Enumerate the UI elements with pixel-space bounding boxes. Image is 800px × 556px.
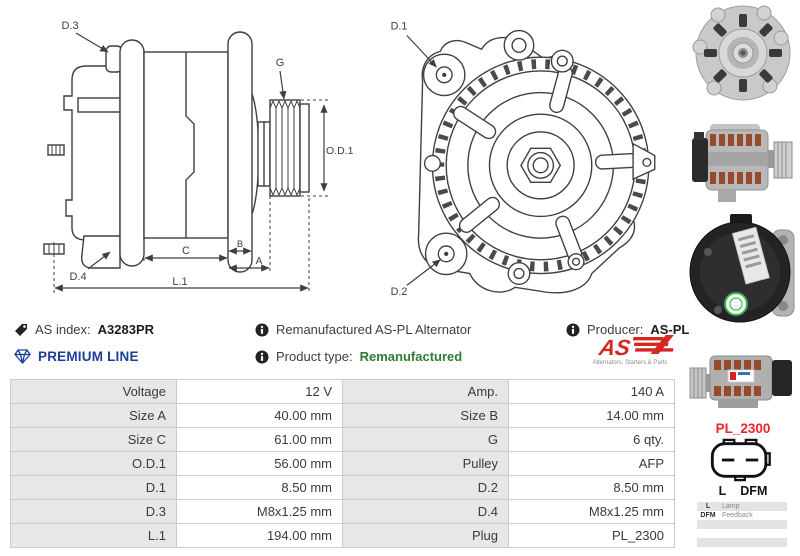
product-type-label: Product type: — [276, 349, 353, 364]
spec-label: D.3 — [11, 500, 177, 524]
label-c: C — [182, 245, 190, 257]
spec-value: 6 qty. — [509, 428, 675, 452]
spec-row — [11, 380, 675, 404]
plug-pin-left: L — [718, 484, 727, 498]
pin-row — [697, 502, 787, 511]
logo-text: AS — [597, 335, 633, 360]
green-sticker — [725, 293, 747, 315]
label-d3: D.3 — [61, 20, 79, 32]
pin-name — [697, 529, 719, 538]
spec-value: 8.50 mm — [509, 476, 675, 500]
spec-label: D.2 — [343, 476, 509, 500]
plug-code: PL_2300 — [715, 421, 771, 436]
front-diagram-labels — [391, 21, 408, 299]
spec-value: 8.50 mm — [177, 476, 343, 500]
photo-side-right-illustration — [688, 108, 798, 208]
spec-row — [11, 476, 675, 500]
spec-label: Amp. — [343, 380, 509, 404]
pin-row — [697, 529, 787, 538]
pin-name — [697, 538, 719, 547]
premium-line-label: PREMIUM LINE — [38, 349, 139, 364]
bracket-front — [228, 32, 252, 272]
spec-table — [10, 379, 675, 548]
pin-desc — [719, 538, 787, 547]
spec-label: Size A — [11, 404, 177, 428]
tag-icon — [14, 323, 28, 337]
alternator-front-diagram — [372, 6, 664, 306]
diamond-icon — [14, 349, 31, 364]
product-photo-side-right[interactable] — [688, 108, 798, 208]
description-row — [255, 322, 471, 337]
spec-label: D.1 — [11, 476, 177, 500]
product-photo-rear[interactable] — [688, 212, 798, 338]
label-b: B — [236, 239, 244, 250]
producer-label: Producer: — [587, 322, 644, 337]
label-d1: D.1 — [390, 20, 408, 33]
spec-value: 194.00 mm — [177, 524, 343, 548]
spec-label: G — [343, 428, 509, 452]
spec-value: M8x1.25 mm — [177, 500, 343, 524]
premium-line-row — [14, 349, 139, 364]
product-type-row — [255, 349, 462, 364]
spec-value: 61.00 mm — [177, 428, 343, 452]
spec-label: Size B — [343, 404, 509, 428]
spec-value: M8x1.25 mm — [509, 500, 675, 524]
pin-desc: Feedback — [722, 512, 753, 519]
info-icon — [255, 350, 269, 364]
pin-row — [697, 538, 787, 547]
spec-label: Size C — [11, 428, 177, 452]
spec-value: 12 V — [177, 380, 343, 404]
label-od1: O.D.1 — [326, 145, 354, 157]
plug-diagram — [710, 438, 772, 482]
product-photo-front[interactable] — [688, 2, 798, 104]
plug-pin-labels — [688, 484, 798, 498]
spec-value: PL_2300 — [509, 524, 675, 548]
photo-rear-illustration — [688, 212, 798, 338]
plug-pin-right: DFM — [740, 484, 768, 498]
pin-desc — [719, 529, 787, 538]
pin-row — [697, 520, 787, 529]
spec-value: 40.00 mm — [177, 404, 343, 428]
pulley — [270, 100, 300, 196]
pin-desc — [719, 520, 787, 529]
lug-d4 — [82, 236, 120, 268]
label-d2: D.2 — [390, 286, 408, 299]
spec-row — [11, 428, 675, 452]
spec-label: L.1 — [11, 524, 177, 548]
product-description: Remanufactured AS-PL Alternator — [276, 322, 472, 337]
as-index-row — [14, 322, 154, 337]
spec-row — [11, 452, 675, 476]
as-index-value: A3283PR — [97, 322, 155, 337]
spec-row — [11, 500, 675, 524]
photo-front-illustration — [688, 2, 798, 104]
info-icon — [255, 323, 269, 337]
spec-value: 14.00 mm — [509, 404, 675, 428]
photo-side-left-illustration — [688, 342, 798, 412]
side-view-body — [44, 32, 309, 272]
label-g: G — [275, 57, 285, 69]
pin-name — [697, 520, 719, 529]
pin-row — [697, 511, 787, 520]
pin-desc: Lamp — [719, 502, 787, 511]
logo-tagline: Alternators, Starters & Parts — [592, 360, 668, 366]
spec-row — [11, 404, 675, 428]
pin-name: DFM — [700, 512, 716, 519]
pulley-flange — [300, 104, 309, 192]
spec-label: Plug — [343, 524, 509, 548]
front-view-body — [418, 31, 654, 293]
label-d4: D.4 — [69, 271, 87, 283]
label-l1: L.1 — [172, 276, 188, 288]
spec-value: 140 A — [509, 380, 675, 404]
as-index-label: AS index: — [35, 322, 91, 337]
rear-housing — [64, 66, 120, 240]
product-type-value: Remanufactured — [359, 349, 463, 364]
spec-label: Pulley — [343, 452, 509, 476]
spec-label: D.4 — [343, 500, 509, 524]
bracket-rear — [120, 40, 144, 266]
pin-name: L — [697, 502, 719, 511]
alternator-side-diagram — [8, 4, 360, 302]
label-a: A — [255, 256, 263, 267]
spec-row — [11, 524, 675, 548]
as-pl-logo — [578, 334, 676, 368]
product-photo-side-left[interactable] — [688, 342, 798, 412]
spec-value: AFP — [509, 452, 675, 476]
pin-function-table — [697, 502, 787, 547]
spec-label: O.D.1 — [11, 452, 177, 476]
producer-value: AS-PL — [650, 322, 690, 337]
spec-value: 56.00 mm — [177, 452, 343, 476]
spec-label: Voltage — [11, 380, 177, 404]
